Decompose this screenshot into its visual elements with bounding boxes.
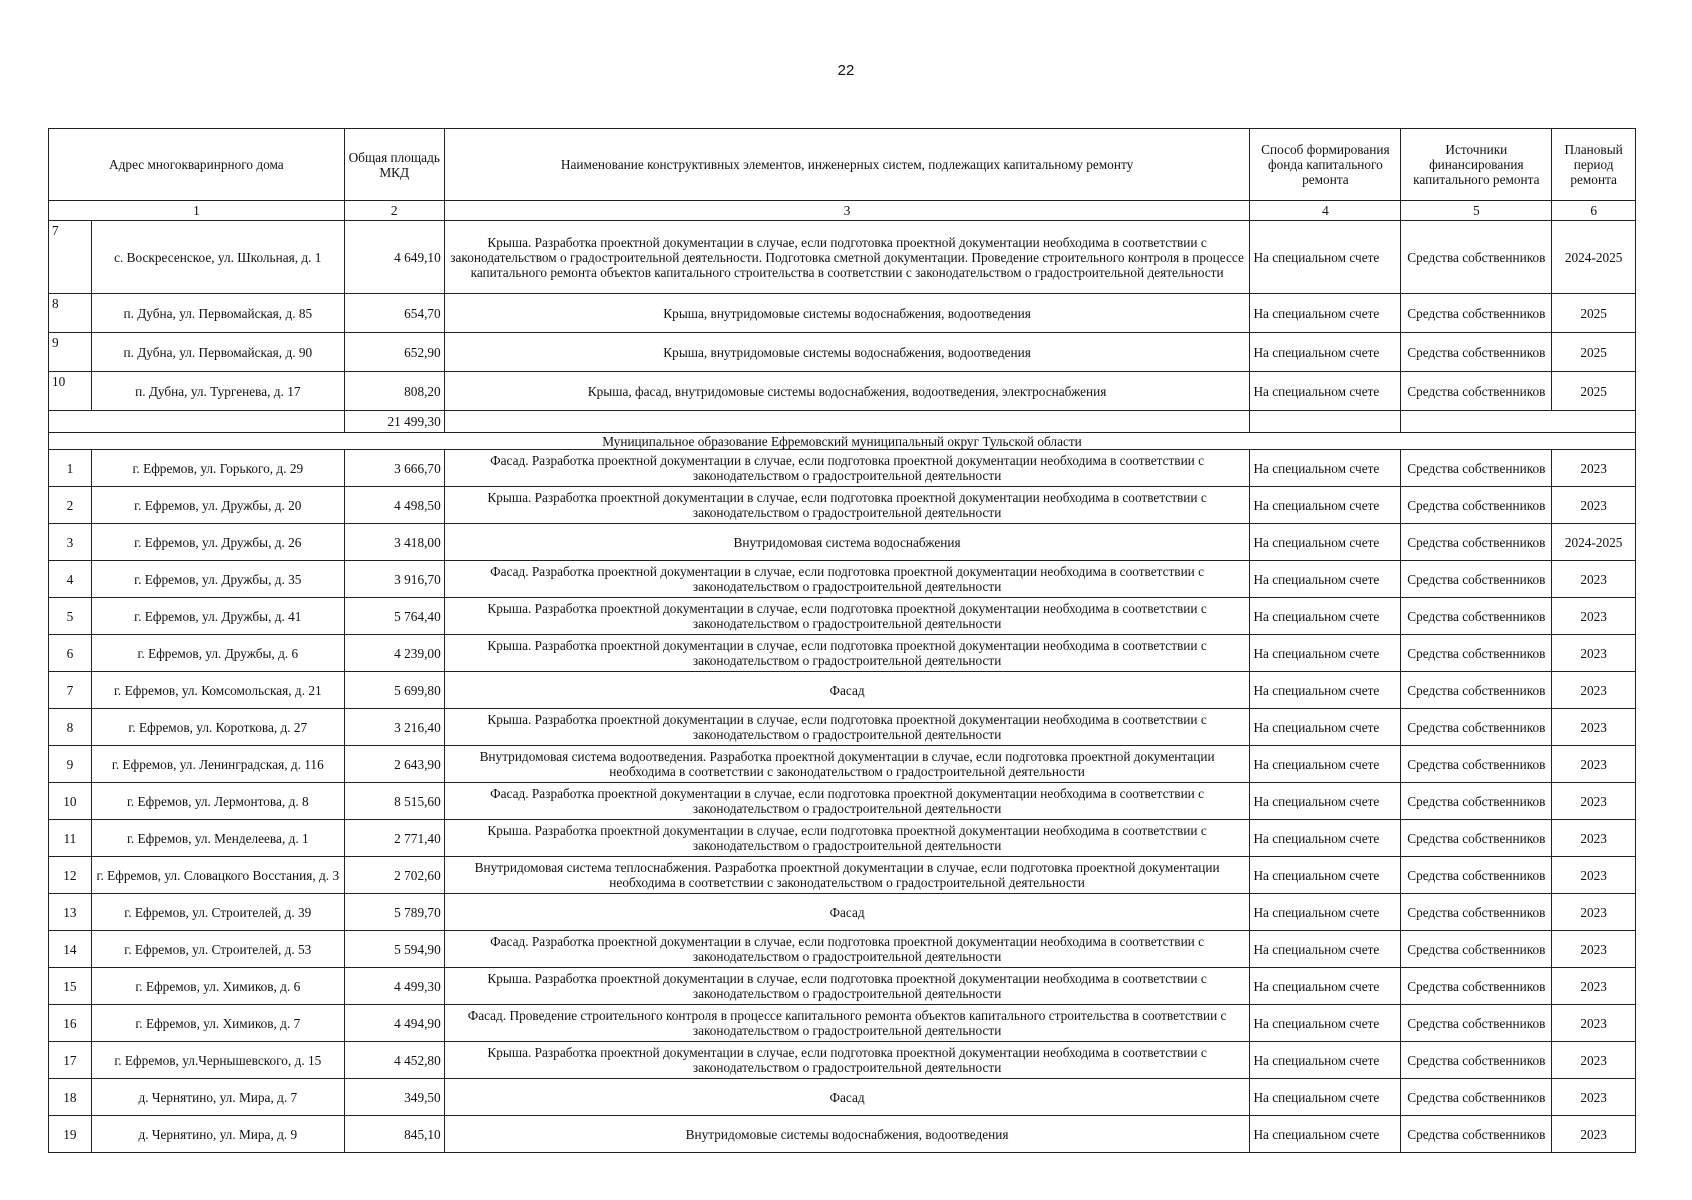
work-cell: Крыша. Разработка проектной документации в случае, если подготовка проектной документации необходима в соответствии с законодательством о градостроительной деятельности. Подготовка сметной документации. Проведение строительного контроля в процессе капитального ремонта объектов капитального строительства в соответствии с законодательством о градостроительной деятельности: [444, 221, 1250, 294]
source-cell: Средства собственников: [1401, 820, 1552, 857]
total-row: [49, 411, 1636, 433]
method-cell: На специальном счете: [1250, 857, 1401, 894]
work-cell: Крыша. Разработка проектной документации в случае, если подготовка проектной документации необходима в соответствии с законодательством о градостроительной деятельности: [444, 709, 1250, 746]
address-cell: г. Ефремов, ул.Чернышевского, д. 15: [91, 1042, 344, 1079]
period-cell: 2025: [1552, 333, 1636, 372]
row-number: 2: [49, 487, 92, 524]
method-cell: На специальном счете: [1250, 221, 1401, 294]
period-cell: 2023: [1552, 894, 1636, 931]
row-number: 14: [49, 931, 92, 968]
work-cell: Фасад. Разработка проектной документации в случае, если подготовка проектной документации необходима в соответствии с законодательством о градостроительной деятельности: [444, 783, 1250, 820]
address-cell: г. Ефремов, ул. Химиков, д. 7: [91, 1005, 344, 1042]
method-cell: На специальном счете: [1250, 598, 1401, 635]
table-row: [49, 1005, 1636, 1042]
row-number: 7: [49, 221, 92, 294]
row-number: 19: [49, 1116, 92, 1153]
method-cell: На специальном счете: [1250, 1005, 1401, 1042]
row-number: 1: [49, 450, 92, 487]
address-cell: д. Чернятино, ул. Мира, д. 7: [91, 1079, 344, 1116]
table-row: [49, 746, 1636, 783]
area-cell: 8 515,60: [344, 783, 444, 820]
area-cell: 654,70: [344, 294, 444, 333]
method-cell: На специальном счете: [1250, 1079, 1401, 1116]
address-cell: п. Дубна, ул. Тургенева, д. 17: [91, 372, 344, 411]
method-cell: На специальном счете: [1250, 672, 1401, 709]
address-cell: г. Ефремов, ул. Дружбы, д. 35: [91, 561, 344, 598]
work-cell: Внутридомовые системы водоснабжения, водоотведения: [444, 1116, 1250, 1153]
total-empty-cell: [444, 411, 1250, 433]
period-cell: 2023: [1552, 450, 1636, 487]
work-cell: Крыша, внутридомовые системы водоснабжения, водоотведения: [444, 294, 1250, 333]
row-number: 5: [49, 598, 92, 635]
address-cell: д. Чернятино, ул. Мира, д. 9: [91, 1116, 344, 1153]
method-cell: На специальном счете: [1250, 294, 1401, 333]
period-cell: 2023: [1552, 857, 1636, 894]
header-sources: Источники финансирования капитального ремонта: [1401, 129, 1552, 201]
period-cell: 2023: [1552, 1116, 1636, 1153]
header-period: Плановый период ремонта: [1552, 129, 1636, 201]
method-cell: На специальном счете: [1250, 894, 1401, 931]
table-row: [49, 1079, 1636, 1116]
work-cell: Крыша. Разработка проектной документации в случае, если подготовка проектной документации необходима в соответствии с законодательством о градостроительной деятельности: [444, 820, 1250, 857]
source-cell: Средства собственников: [1401, 931, 1552, 968]
table-row: [49, 709, 1636, 746]
period-cell: 2024-2025: [1552, 524, 1636, 561]
method-cell: На специальном счете: [1250, 820, 1401, 857]
source-cell: Средства собственников: [1401, 487, 1552, 524]
address-cell: г. Ефремов, ул. Горького, д. 29: [91, 450, 344, 487]
source-cell: Средства собственников: [1401, 561, 1552, 598]
period-cell: 2023: [1552, 820, 1636, 857]
area-cell: 808,20: [344, 372, 444, 411]
period-cell: 2023: [1552, 1042, 1636, 1079]
work-cell: Фасад. Проведение строительного контроля в процессе капитального ремонта объектов капитального строительства в соответствии с законодательством о градостроительной деятельности: [444, 1005, 1250, 1042]
period-cell: 2023: [1552, 783, 1636, 820]
row-number: 9: [49, 746, 92, 783]
method-cell: На специальном счете: [1250, 333, 1401, 372]
period-cell: 2024-2025: [1552, 221, 1636, 294]
row-number: 9: [49, 333, 92, 372]
area-cell: 5 594,90: [344, 931, 444, 968]
area-cell: 4 499,30: [344, 968, 444, 1005]
column-number: 3: [444, 201, 1250, 221]
table-row: [49, 672, 1636, 709]
work-cell: Фасад. Разработка проектной документации в случае, если подготовка проектной документации необходима в соответствии с законодательством о градостроительной деятельности: [444, 450, 1250, 487]
table-row: [49, 820, 1636, 857]
method-cell: На специальном счете: [1250, 450, 1401, 487]
row-number: 11: [49, 820, 92, 857]
row-number: 17: [49, 1042, 92, 1079]
method-cell: На специальном счете: [1250, 968, 1401, 1005]
row-number: 13: [49, 894, 92, 931]
header-area: Общая площадь МКД: [344, 129, 444, 201]
source-cell: Средства собственников: [1401, 221, 1552, 294]
area-cell: 349,50: [344, 1079, 444, 1116]
period-cell: 2023: [1552, 709, 1636, 746]
address-cell: г. Ефремов, ул. Словацкого Восстания, д. 3: [91, 857, 344, 894]
section-row: [49, 433, 1636, 450]
area-cell: 3 418,00: [344, 524, 444, 561]
work-cell: Крыша. Разработка проектной документации в случае, если подготовка проектной документации необходима в соответствии с законодательством о градостроительной деятельности: [444, 635, 1250, 672]
row-number: 15: [49, 968, 92, 1005]
method-cell: На специальном счете: [1250, 561, 1401, 598]
address-cell: г. Ефремов, ул. Лермонтова, д. 8: [91, 783, 344, 820]
method-cell: На специальном счете: [1250, 635, 1401, 672]
table-row: [49, 487, 1636, 524]
area-cell: 4 498,50: [344, 487, 444, 524]
source-cell: Средства собственников: [1401, 672, 1552, 709]
area-cell: 2 643,90: [344, 746, 444, 783]
address-cell: г. Ефремов, ул. Короткова, д. 27: [91, 709, 344, 746]
table-row: [49, 333, 1636, 372]
period-cell: 2023: [1552, 561, 1636, 598]
area-cell: 4 649,10: [344, 221, 444, 294]
source-cell: Средства собственников: [1401, 746, 1552, 783]
source-cell: Средства собственников: [1401, 857, 1552, 894]
work-cell: Фасад: [444, 1079, 1250, 1116]
method-cell: На специальном счете: [1250, 372, 1401, 411]
row-number: 6: [49, 635, 92, 672]
work-cell: Крыша, фасад, внутридомовые системы водоснабжения, водоотведения, электроснабжения: [444, 372, 1250, 411]
source-cell: Средства собственников: [1401, 1079, 1552, 1116]
work-cell: Внутридомовая система водоснабжения: [444, 524, 1250, 561]
method-cell: На специальном счете: [1250, 931, 1401, 968]
work-cell: Крыша, внутридомовые системы водоснабжения, водоотведения: [444, 333, 1250, 372]
row-number: 4: [49, 561, 92, 598]
area-cell: 5 699,80: [344, 672, 444, 709]
table-row: [49, 894, 1636, 931]
source-cell: Средства собственников: [1401, 524, 1552, 561]
period-cell: 2025: [1552, 294, 1636, 333]
address-cell: г. Ефремов, ул. Ленинградская, д. 116: [91, 746, 344, 783]
area-cell: 5 789,70: [344, 894, 444, 931]
total-empty-cell: [1401, 411, 1636, 433]
total-area: 21 499,30: [344, 411, 444, 433]
page-number: 22: [837, 62, 855, 79]
work-cell: Фасад: [444, 894, 1250, 931]
address-cell: с. Воскресенское, ул. Школьная, д. 1: [91, 221, 344, 294]
table-row: [49, 598, 1636, 635]
header-row: [49, 129, 1636, 201]
table-row: [49, 294, 1636, 333]
period-cell: 2023: [1552, 672, 1636, 709]
table-row: [49, 524, 1636, 561]
table-row: [49, 1042, 1636, 1079]
address-cell: п. Дубна, ул. Первомайская, д. 85: [91, 294, 344, 333]
method-cell: На специальном счете: [1250, 1116, 1401, 1153]
source-cell: Средства собственников: [1401, 968, 1552, 1005]
address-cell: г. Ефремов, ул. Химиков, д. 6: [91, 968, 344, 1005]
source-cell: Средства собственников: [1401, 294, 1552, 333]
period-cell: 2023: [1552, 1005, 1636, 1042]
work-cell: Внутридомовая система теплоснабжения. Разработка проектной документации в случае, если подготовка проектной документации необходима в соответствии с законодательством о градостроительной деятельности: [444, 857, 1250, 894]
row-number: 12: [49, 857, 92, 894]
table-row: [49, 635, 1636, 672]
address-cell: г. Ефремов, ул. Дружбы, д. 26: [91, 524, 344, 561]
area-cell: 3 216,40: [344, 709, 444, 746]
table-row: [49, 450, 1636, 487]
column-number: 2: [344, 201, 444, 221]
address-cell: г. Ефремов, ул. Дружбы, д. 6: [91, 635, 344, 672]
area-cell: 845,10: [344, 1116, 444, 1153]
period-cell: 2023: [1552, 487, 1636, 524]
table-row: [49, 1116, 1636, 1153]
area-cell: 2 702,60: [344, 857, 444, 894]
area-cell: 4 494,90: [344, 1005, 444, 1042]
row-number: 3: [49, 524, 92, 561]
source-cell: Средства собственников: [1401, 1116, 1552, 1153]
area-cell: 5 764,40: [344, 598, 444, 635]
method-cell: На специальном счете: [1250, 524, 1401, 561]
header-address: Адрес многокваринрного дома: [49, 129, 345, 201]
work-cell: Крыша. Разработка проектной документации в случае, если подготовка проектной документации необходима в соответствии с законодательством о градостроительной деятельности: [444, 487, 1250, 524]
source-cell: Средства собственников: [1401, 1042, 1552, 1079]
work-cell: Внутридомовая система водоотведения. Разработка проектной документации в случае, если подготовка проектной документации необходима в соответствии с законодательством о градостроительной деятельности: [444, 746, 1250, 783]
period-cell: 2023: [1552, 635, 1636, 672]
source-cell: Средства собственников: [1401, 894, 1552, 931]
work-cell: Крыша. Разработка проектной документации в случае, если подготовка проектной документации необходима в соответствии с законодательством о градостроительной деятельности: [444, 968, 1250, 1005]
column-number-row: [49, 201, 1636, 221]
table-row: [49, 968, 1636, 1005]
header-elements: Наименование конструктивных элементов, инженерных систем, подлежащих капитальному ремонту: [444, 129, 1250, 201]
row-number: 8: [49, 709, 92, 746]
section-title: Муниципальное образование Ефремовский муниципальный округ Тульской области: [49, 433, 1636, 450]
table-row: [49, 561, 1636, 598]
row-number: 10: [49, 372, 92, 411]
table-row: [49, 857, 1636, 894]
source-cell: Средства собственников: [1401, 450, 1552, 487]
method-cell: На специальном счете: [1250, 746, 1401, 783]
source-cell: Средства собственников: [1401, 598, 1552, 635]
source-cell: Средства собственников: [1401, 709, 1552, 746]
header-method: Способ формирования фонда капитального ремонта: [1250, 129, 1401, 201]
repair-plan-table: [48, 128, 1636, 1153]
period-cell: 2023: [1552, 746, 1636, 783]
table-row: [49, 783, 1636, 820]
source-cell: Средства собственников: [1401, 635, 1552, 672]
address-cell: г. Ефремов, ул. Строителей, д. 39: [91, 894, 344, 931]
address-cell: п. Дубна, ул. Первомайская, д. 90: [91, 333, 344, 372]
source-cell: Средства собственников: [1401, 1005, 1552, 1042]
source-cell: Средства собственников: [1401, 783, 1552, 820]
source-cell: Средства собственников: [1401, 333, 1552, 372]
address-cell: г. Ефремов, ул. Строителей, д. 53: [91, 931, 344, 968]
source-cell: Средства собственников: [1401, 372, 1552, 411]
area-cell: 4 239,00: [344, 635, 444, 672]
work-cell: Фасад. Разработка проектной документации в случае, если подготовка проектной документации необходима в соответствии с законодательством о градостроительной деятельности: [444, 931, 1250, 968]
table-row: [49, 931, 1636, 968]
table-row: [49, 372, 1636, 411]
period-cell: 2023: [1552, 931, 1636, 968]
method-cell: На специальном счете: [1250, 1042, 1401, 1079]
total-empty-cell: [1250, 411, 1401, 433]
work-cell: Крыша. Разработка проектной документации в случае, если подготовка проектной документации необходима в соответствии с законодательством о градостроительной деятельности: [444, 598, 1250, 635]
area-cell: 652,90: [344, 333, 444, 372]
area-cell: 2 771,40: [344, 820, 444, 857]
row-number: 18: [49, 1079, 92, 1116]
table-row: [49, 221, 1636, 294]
method-cell: На специальном счете: [1250, 709, 1401, 746]
period-cell: 2025: [1552, 372, 1636, 411]
work-cell: Крыша. Разработка проектной документации в случае, если подготовка проектной документации необходима в соответствии с законодательством о градостроительной деятельности: [444, 1042, 1250, 1079]
area-cell: 3 666,70: [344, 450, 444, 487]
method-cell: На специальном счете: [1250, 487, 1401, 524]
period-cell: 2023: [1552, 598, 1636, 635]
area-cell: 3 916,70: [344, 561, 444, 598]
column-number: 5: [1401, 201, 1552, 221]
address-cell: г. Ефремов, ул. Дружбы, д. 41: [91, 598, 344, 635]
period-cell: 2023: [1552, 1079, 1636, 1116]
row-number: 16: [49, 1005, 92, 1042]
row-number: 7: [49, 672, 92, 709]
column-number: 4: [1250, 201, 1401, 221]
row-number: 10: [49, 783, 92, 820]
total-label-cell: [49, 411, 345, 433]
column-number: 6: [1552, 201, 1636, 221]
row-number: 8: [49, 294, 92, 333]
work-cell: Фасад: [444, 672, 1250, 709]
address-cell: г. Ефремов, ул. Дружбы, д. 20: [91, 487, 344, 524]
address-cell: г. Ефремов, ул. Комсомольская, д. 21: [91, 672, 344, 709]
address-cell: г. Ефремов, ул. Менделеева, д. 1: [91, 820, 344, 857]
area-cell: 4 452,80: [344, 1042, 444, 1079]
period-cell: 2023: [1552, 968, 1636, 1005]
work-cell: Фасад. Разработка проектной документации в случае, если подготовка проектной документации необходима в соответствии с законодательством о градостроительной деятельности: [444, 561, 1250, 598]
column-number: 1: [49, 201, 345, 221]
method-cell: На специальном счете: [1250, 783, 1401, 820]
